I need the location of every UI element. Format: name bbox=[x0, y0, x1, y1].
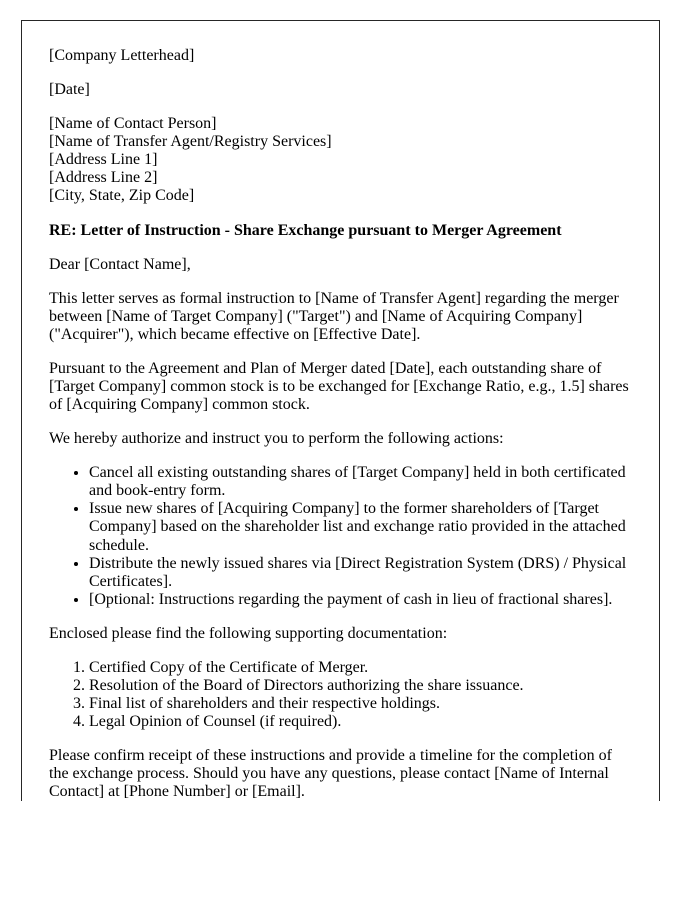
recipient-line-contact-person: [Name of Contact Person] bbox=[49, 115, 217, 133]
enclosures-list bbox=[49, 659, 632, 731]
date-placeholder: [Date] bbox=[49, 81, 90, 99]
salutation: Dear [Contact Name], bbox=[49, 255, 191, 273]
enclosure-item-certificate-of-merger: 1. Certified Copy of the Certificate of Merger. bbox=[89, 659, 632, 677]
action-item-optional-cash: • [Optional: Instructions regarding the payment of cash in lieu of fractional shares]. bbox=[89, 591, 632, 609]
enclosure-item-board-resolution: 2. Resolution of the Board of Directors authorizing the share issuance. bbox=[89, 677, 632, 695]
recipient-line-city-state-zip: [City, State, Zip Code] bbox=[49, 187, 195, 205]
enclosure-item-legal-opinion: 4. Legal Opinion of Counsel (if required). bbox=[89, 713, 632, 731]
subject-line: RE: Letter of Instruction - Share Exchange pursuant to Merger Agreement bbox=[49, 221, 562, 239]
recipient-line-agent-name: [Name of Transfer Agent/Registry Services] bbox=[49, 133, 332, 151]
actions-list bbox=[49, 464, 632, 609]
recipient-address-block bbox=[49, 115, 632, 205]
intro-paragraph: This letter serves as formal instruction to [Name of Transfer Agent] regarding the merger between [Name of Target Company] ("Target") and [Name of Acquiring Company] ("Acquirer"), which became effective on [Effective Date]. bbox=[49, 289, 619, 343]
exchange-terms-paragraph: Pursuant to the Agreement and Plan of Merger dated [Date], each outstanding share of [Target Company] common stock is to be exchanged for [Exchange Ratio, e.g., 1.5] shares of [Acquiring Company] common stock. bbox=[49, 359, 629, 414]
action-item-cancel-shares: • Cancel all existing outstanding shares of [Target Company] held in both certificated and book-entry form. bbox=[89, 464, 632, 500]
letterhead-placeholder: [Company Letterhead] bbox=[49, 47, 195, 64]
recipient-line-address-2: [Address Line 2] bbox=[49, 169, 158, 187]
actions-intro-paragraph: We hereby authorize and instruct you to perform the following actions: bbox=[49, 430, 504, 448]
enclosures-intro-paragraph: Enclosed please find the following supporting documentation: bbox=[49, 624, 448, 642]
letter-document bbox=[21, 20, 660, 801]
enclosure-item-shareholder-list: 3. Final list of shareholders and their respective holdings. bbox=[89, 695, 632, 713]
closing-paragraph: Please confirm receipt of these instructions and provide a timeline for the completion of the exchange process. Should you have any questions, please contact [Name of Internal Contact] at [Phone Number] or [Email]. bbox=[49, 747, 612, 801]
recipient-line-address-1: [Address Line 1] bbox=[49, 151, 158, 169]
action-item-issue-shares: • Issue new shares of [Acquiring Company] to the former shareholders of [Target Company] based on the shareholder list and exchange ratio provided in the attached schedule. bbox=[89, 500, 632, 554]
action-item-distribute-shares: • Distribute the newly issued shares via [Direct Registration System (DRS) / Physical Certificates]. bbox=[89, 555, 632, 591]
